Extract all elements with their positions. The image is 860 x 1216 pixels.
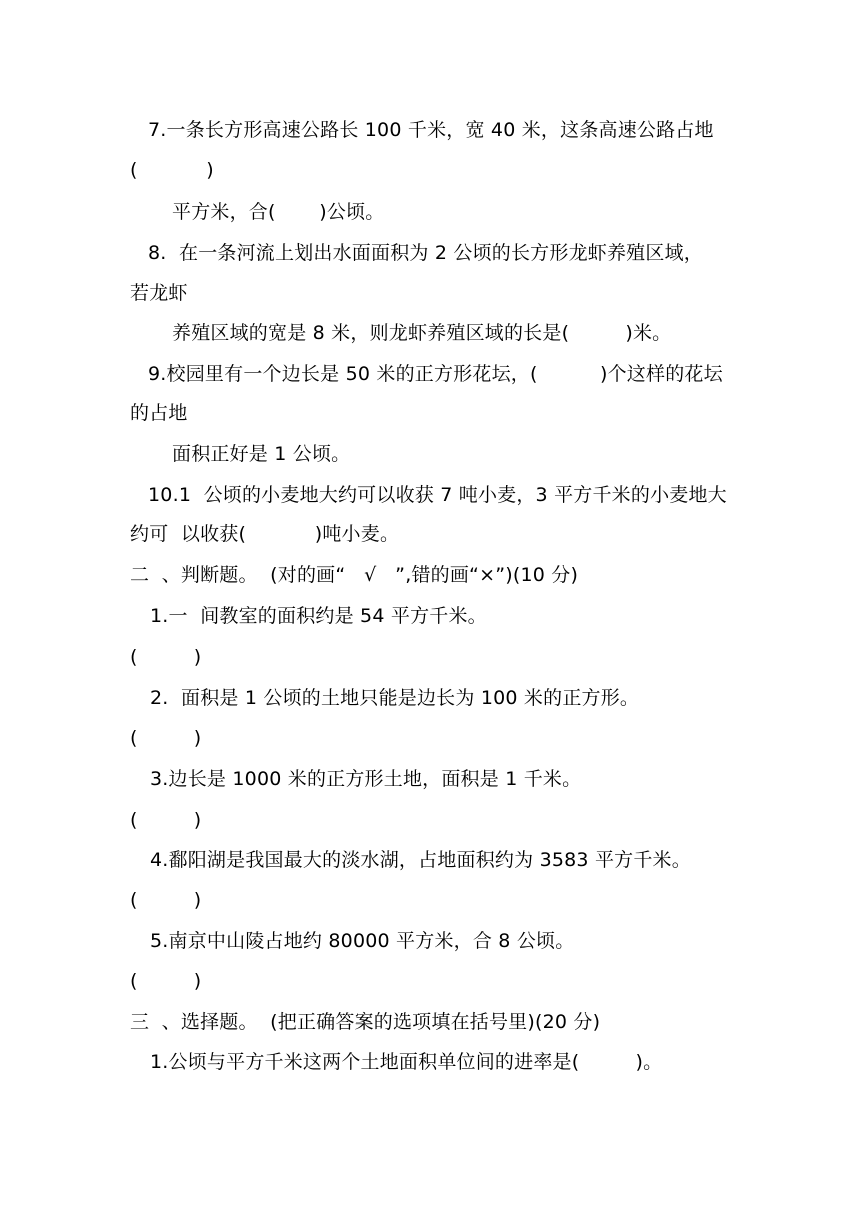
q7-blank-line: ( ) [130, 159, 214, 181]
q10-line-2: 约可 以收获( )吨小麦。 [130, 523, 400, 545]
q9-line-1: 9.校园里有一个边长是 50 米的正方形花坛，( )个这样的花坛 [148, 363, 723, 385]
q8-line-1-wrap: 若龙虾 [130, 282, 188, 304]
judge-q4-answer: ( ) [130, 889, 202, 911]
judge-q5: 5.南京中山陵占地约 80000 平方米，合 8 公顷。 [150, 930, 575, 952]
q8-line-2: 养殖区域的宽是 8 米，则龙虾养殖区域的长是( )米。 [172, 322, 672, 344]
q9-line-1-wrap: 的占地 [130, 402, 188, 424]
choice-q1: 1.公顷与平方千米这两个土地面积单位间的进率是( )。 [150, 1051, 663, 1073]
q7-line-2: 平方米，合( )公顷。 [172, 201, 385, 223]
q8-line-1: 8. 在一条河流上划出水面面积为 2 公顷的长方形龙虾养殖区域， [148, 242, 703, 264]
q7-line-1: 7.一条长方形高速公路长 100 千米，宽 40 米，这条高速公路占地 [148, 119, 714, 141]
judge-q3: 3.边长是 1000 米的正方形土地，面积是 1 千米。 [150, 768, 582, 790]
judge-q2: 2. 面积是 1 公顷的土地只能是边长为 100 米的正方形。 [150, 687, 640, 709]
judge-q5-answer: ( ) [130, 970, 202, 992]
q10-line-1: 10.1 公顷的小麦地大约可以收获 7 吨小麦，3 平方千米的小麦地大 [148, 484, 727, 506]
judge-q1: 1.一 间教室的面积约是 54 平方千米。 [150, 605, 487, 627]
judge-q4: 4.鄱阳湖是我国最大的淡水湖，占地面积约为 3583 平方千米。 [150, 849, 691, 871]
judge-q2-answer: ( ) [130, 727, 202, 749]
judge-q3-answer: ( ) [130, 809, 202, 831]
section-2-heading: 二 、判断题。 (对的画“ √ ”,错的画“×”)(10 分) [130, 564, 579, 586]
section-3-heading: 三 、选择题。 (把正确答案的选项填在括号里)(20 分) [130, 1011, 601, 1033]
q9-line-2: 面积正好是 1 公顷。 [172, 443, 351, 465]
judge-q1-answer: ( ) [130, 646, 202, 668]
